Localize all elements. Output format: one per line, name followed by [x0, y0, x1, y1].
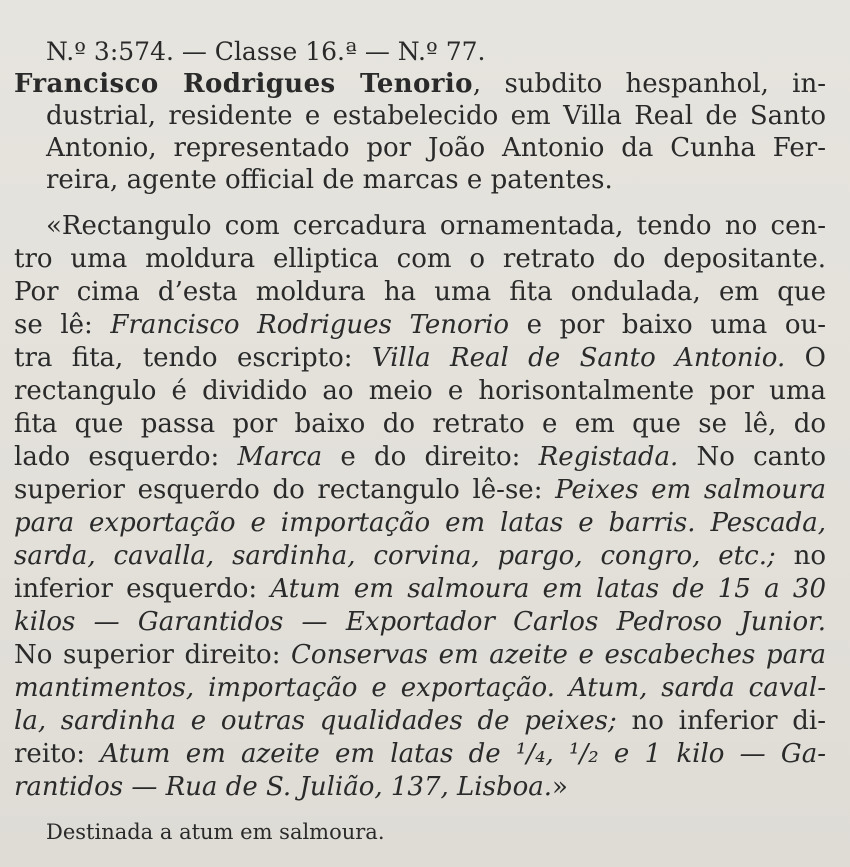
description-line-16: la, sardinha e outras qualidades de peixes; no inferior di-	[14, 706, 826, 736]
depositor-line-4: reira, agente official de marcas e patentes.	[46, 165, 613, 195]
description-line-4: se lê: Francisco Rodrigues Tenorio e por baixo uma ou-	[14, 310, 827, 340]
depositor-line-1: Francisco Rodrigues Tenorio, subdito hespanhol, in-	[14, 69, 826, 99]
description-line-3: Por cima d’esta moldura ha uma fita ondulada, em que	[14, 277, 826, 307]
description-line-9: superior esquerdo do rectangulo lê-se: Peixes em salmoura	[14, 475, 827, 505]
description-line-7: fita que passa por baixo do retrato e em que se lê, do	[14, 409, 826, 439]
description-line-14: No superior direito: Conservas em azeite e escabeches para	[14, 640, 826, 670]
description-line-15: mantimentos, importação e exportação. Atum, sarda caval-	[14, 673, 826, 703]
description-line-6: rectangulo é dividido ao meio e horisontalmente por uma	[14, 376, 826, 406]
depositor-name: Francisco Rodrigues Tenorio	[14, 69, 473, 99]
destination-note: Destinada a atum em salmoura.	[46, 820, 385, 844]
entry-header: N.º 3:574. — Classe 16.ª — N.º 77.	[46, 37, 486, 66]
description-line-8: lado esquerdo: Marca e do direito: Registada. No canto	[14, 442, 826, 472]
description-line-1: «Rectangulo com cercadura ornamentada, tendo no cen-	[46, 211, 826, 241]
description-line-18: rantidos — Rua de S. Julião, 137, Lisboa.»	[14, 772, 568, 802]
description-line-11: sarda, cavalla, sardinha, corvina, pargo, congro, etc.; no	[14, 541, 826, 571]
description-line-17: reito: Atum em azeite em latas de ¹/₄, ¹/₂ e 1 kilo — Ga-	[14, 739, 826, 769]
description-line-12: inferior esquerdo: Atum em salmoura em latas de 15 a 30	[14, 574, 826, 604]
description-line-2: tro uma moldura elliptica com o retrato do depositante.	[14, 244, 826, 274]
description-line-5: tra fita, tendo escripto: Villa Real de Santo Antonio. O	[14, 343, 826, 373]
depositor-line-2: dustrial, residente e estabelecido em Villa Real de Santo	[46, 101, 826, 131]
depositor-line-3: Antonio, representado por João Antonio da Cunha Fer-	[46, 133, 826, 163]
description-line-13: kilos — Garantidos — Exportador Carlos Pedroso Junior.	[14, 607, 826, 637]
description-line-10: para exportação e importação em latas e barris. Pescada,	[14, 508, 826, 538]
